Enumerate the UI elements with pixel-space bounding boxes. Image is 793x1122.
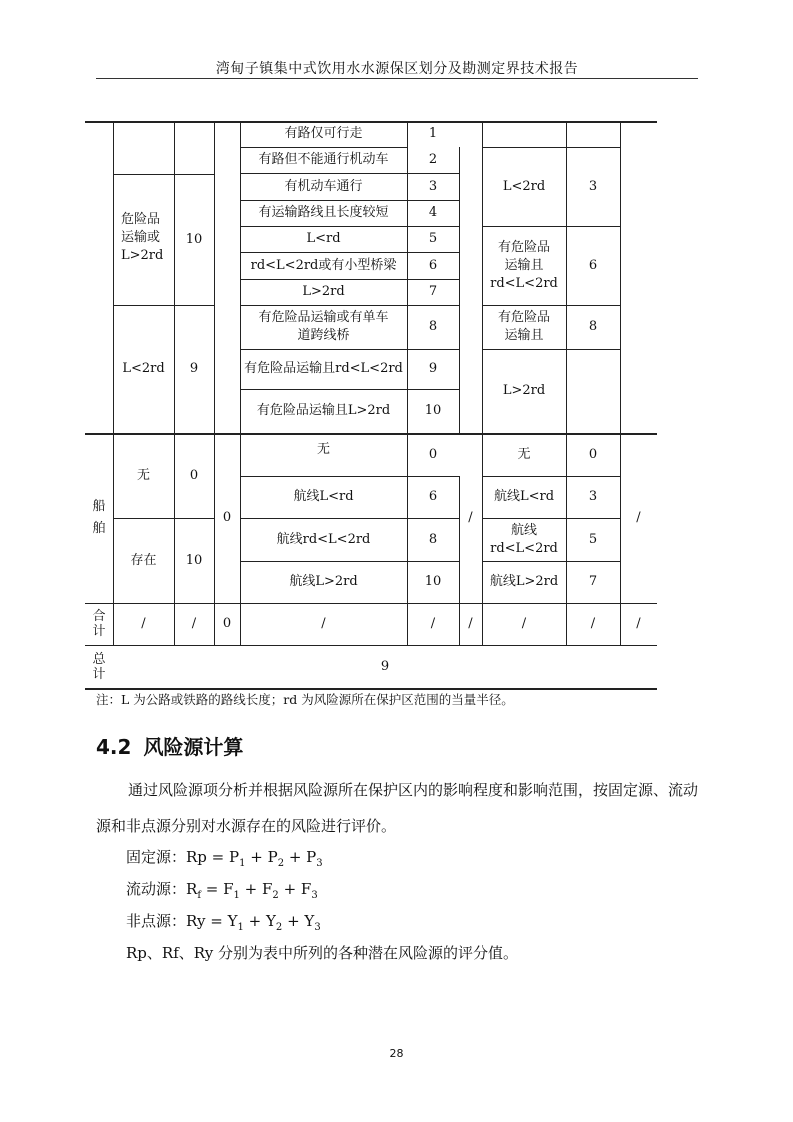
cell-no-vehicle-score: 2 bbox=[428, 152, 438, 167]
cell-l-lt-rd-score: 5 bbox=[428, 231, 438, 246]
cell-ship-route-none-score: 0 bbox=[428, 446, 438, 462]
cell-ship-route-none: 无 bbox=[316, 442, 330, 457]
cell-no-vehicle: 有路但不能通行机动车 bbox=[258, 152, 389, 167]
cell-ship-none-score: 0 bbox=[189, 467, 199, 483]
cell-subtotal-label: 合 计 bbox=[92, 609, 106, 639]
cell-subtotal: 0 bbox=[222, 616, 232, 631]
cell-short-transport: 有运输路线且长度较短 bbox=[258, 205, 389, 220]
table-line bbox=[459, 147, 460, 433]
table-note: 注：L 为公路或铁路的路线长度；rd 为风险源所在保护区范围的当量半径。 bbox=[96, 692, 514, 707]
cell-footpath-score: 1 bbox=[428, 126, 438, 141]
section-title: 风险源计算 bbox=[143, 735, 244, 759]
cell-mid-route: rd<L<2rd或有小型桥梁 bbox=[250, 257, 397, 273]
cell-ship-c6: / bbox=[468, 510, 473, 525]
cell-subtotal: / bbox=[321, 616, 326, 631]
formula-mobile-label: 流动源： bbox=[126, 880, 187, 898]
cell-ship-right-short-score: 3 bbox=[588, 489, 598, 504]
cell-ship-route-mid-score: 8 bbox=[428, 531, 438, 547]
cell-l-lt-rd: L<rd bbox=[306, 231, 341, 246]
cell-ship-route-long: 航线L>2rd bbox=[289, 574, 358, 589]
cell-ship-route-long-score: 10 bbox=[424, 574, 442, 589]
formula-fixed-label: 固定源： bbox=[126, 848, 187, 866]
cell-vehicle: 有机动车通行 bbox=[284, 178, 363, 194]
header-rule bbox=[96, 78, 698, 79]
formula-nonpoint: 非点源：$Ry = Y_1 + Y_2 + Y_3$ bbox=[126, 912, 321, 933]
cell-ship-right-none: 无 bbox=[517, 446, 531, 462]
formula-explanation: Rp、Rf、Ry 分别为表中所列的各种潜在风险源的评分值。 bbox=[126, 944, 519, 962]
cell-ship-route-short-score: 6 bbox=[428, 489, 438, 504]
cell-subtotal: / bbox=[430, 616, 436, 631]
cell-ship-exists-score: 10 bbox=[185, 552, 203, 568]
cell-right-hazmat-mid: 有危险品 运输且 rd<L<2rd bbox=[490, 239, 558, 291]
cell-hazmat-bridge: 有危险品运输或有单车 道跨线桥 bbox=[258, 310, 389, 343]
cell-right-short: L<2rd bbox=[502, 178, 546, 194]
cell-subtotal: / bbox=[636, 616, 641, 631]
formula-mobile: 流动源：$R_f = F_1 + F_2 + F_3$ bbox=[126, 880, 318, 901]
cell-hazmat-bridge-score: 8 bbox=[428, 319, 438, 334]
cell-ship-label: 船 舶 bbox=[92, 499, 106, 536]
cell-ship-right-mid-score: 5 bbox=[588, 531, 598, 547]
cell-hazmat-long-score: 10 bbox=[424, 403, 442, 418]
cell-ship-none: 无 bbox=[136, 467, 150, 483]
cell-grand-total: 9 bbox=[380, 658, 390, 674]
risk-score-table bbox=[85, 121, 657, 689]
cell-danger-score: 10 bbox=[185, 231, 203, 247]
formula-nonpoint-label: 非点源： bbox=[126, 912, 187, 930]
cell-right-long: L>2rd bbox=[502, 383, 546, 398]
cell-short-route-score: 9 bbox=[189, 361, 199, 376]
cell-long-route-score: 7 bbox=[428, 284, 438, 299]
cell-hazmat-mid-score: 9 bbox=[428, 361, 438, 376]
cell-grand-total-label: 总 计 bbox=[92, 651, 106, 682]
cell-short-route: L<2rd bbox=[122, 361, 165, 376]
cell-short-transport-score: 4 bbox=[428, 205, 438, 220]
section-number: 4.2 bbox=[96, 735, 132, 759]
cell-hazmat-long: 有危险品运输且L>2rd bbox=[256, 403, 391, 418]
cell-right-hazmat-score: 8 bbox=[588, 319, 598, 334]
cell-ship-route-mid: 航线rd<L<2rd bbox=[276, 531, 371, 547]
cell-ship-exists: 存在 bbox=[130, 552, 157, 568]
formula-fixed: 固定源：$Rp = P_1 + P_2 + P_3$ bbox=[126, 848, 323, 869]
cell-right-hazmat: 有危险品 运输且 bbox=[497, 310, 550, 343]
cell-ship-c8: / bbox=[636, 510, 641, 525]
cell-ship-right-long-score: 7 bbox=[588, 574, 598, 589]
cell-vehicle-score: 3 bbox=[428, 178, 438, 194]
page-number: 28 bbox=[389, 1047, 404, 1060]
body-paragraph: 通过风险源项分析并根据风险源所在保护区内的影响程度和影响范围，按固定源、流动源和非点源分别对水源存在的风险进行评价。 bbox=[96, 781, 699, 835]
cell-long-route: L>2rd bbox=[302, 284, 345, 299]
section-heading bbox=[96, 731, 243, 760]
cell-subtotal: / bbox=[521, 616, 527, 631]
cell-danger-transport: 危险品 运输或 L>2rd bbox=[121, 212, 164, 263]
cell-footpath: 有路仅可行走 bbox=[284, 126, 363, 141]
cell-right-short-score: 3 bbox=[588, 178, 598, 194]
cell-ship-route-short: 航线L<rd bbox=[293, 489, 354, 504]
cell-right-hazmat-mid-score: 6 bbox=[588, 257, 598, 273]
cell-hazmat-mid: 有危险品运输且rd<L<2rd bbox=[244, 361, 403, 376]
cell-subtotal: / bbox=[141, 616, 146, 631]
cell-ship-right-long: 航线L>2rd bbox=[489, 574, 559, 589]
cell-subtotal: / bbox=[191, 616, 197, 631]
cell-subtotal: / bbox=[590, 616, 596, 631]
running-header: 湾甸子镇集中式饮用水水源保区划分及勘测定界技术报告 bbox=[215, 61, 579, 77]
cell-ship-right-short: 航线L<rd bbox=[493, 489, 555, 504]
cell-ship-right-none-score: 0 bbox=[588, 446, 598, 462]
cell-ship-c3: 0 bbox=[222, 510, 232, 525]
cell-subtotal: / bbox=[468, 616, 473, 631]
cell-ship-right-mid: 航线 rd<L<2rd bbox=[490, 522, 558, 556]
cell-mid-route-score: 6 bbox=[428, 257, 438, 273]
